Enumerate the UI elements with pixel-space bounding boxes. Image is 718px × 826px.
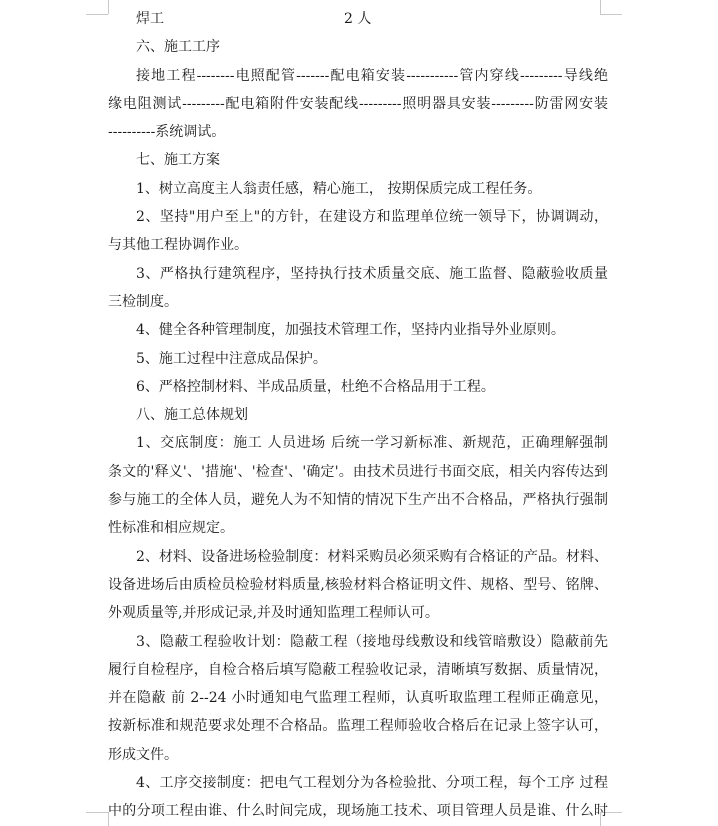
section7-item-2: 2、坚持"用户至上"的方针，在建设方和监理单位统一领导下，协调调动，: [136, 209, 608, 226]
crop-mark-bottom-left-h: [86, 812, 108, 813]
section7-item-2-cont: 与其他工程协调作业。: [108, 237, 248, 254]
section7-item-6: 6、严格控制材料、半成品质量，杜绝不合格品用于工程。: [136, 378, 495, 395]
section8-heading: 八、施工总体规划: [136, 407, 248, 424]
section8-item-2: 2、材料、设备进场检验制度：材料采购员必须采购有合格证的产品。材料、: [136, 548, 608, 565]
section7-item-3: 3、严格执行建筑程序，坚持执行技术质量交底、施工监督、隐蔽验收质量: [136, 265, 608, 282]
section8-item-1-cont: 条文的'释义'、'措施'、'检查'、'确定'。由技术员进行书面交底，相关内容传达到: [108, 463, 608, 480]
section7-heading: 七、施工方案: [136, 152, 220, 169]
section6-line: 缘电阻测试---------配电箱附件安装配线---------照明器具安装---------防雷网安装: [108, 95, 608, 112]
crop-mark-bottom-left: [86, 812, 109, 826]
section8-item-2-cont: 外观质量等,并形成记录,并及时通知监理工程师认可。: [108, 605, 439, 622]
staff-line: [108, 5, 608, 33]
section6-line: 接地工程--------电照配管-------配电箱安装-----------管内穿线---------导线绝: [136, 67, 608, 84]
crop-mark-top-left: [86, 0, 109, 14]
section8-item-3: 3、隐蔽工程验收计划：隐蔽工程（接地母线敷设和线管暗敷设）隐蔽前先: [136, 633, 608, 650]
crop-mark-top-left-h: [86, 14, 108, 15]
section8-item-2-cont: 设备进场后由质检员检验材料质量,核验材料合格证明文件、规格、型号、铭牌、: [108, 576, 608, 593]
document-body: [108, 5, 608, 826]
section8-item-4-cont: 中的分项工程由谁、什么时间完成，现场施工技术、项目管理人员是谁、什么时: [108, 803, 608, 820]
staff-count: 2 人: [344, 11, 372, 27]
section8-item-3-cont: 按新标准和规范要求处理不合格品。监理工程师验收合格后在记录上签字认可，: [108, 718, 608, 735]
section8-item-3-cont: 形成文件。: [108, 746, 178, 763]
section8-item-3-cont: 并在隐蔽 前 2--24 小时通知电气监理工程师，认真听取监理工程师正确意见，: [108, 690, 608, 707]
section8-item-1-cont: 性标准和相应规定。: [108, 520, 234, 537]
section7-item-3-cont: 三检制度。: [108, 293, 178, 310]
section8-item-4: 4、工序交接制度：把电气工程划分为各检验批、分项工程，每个工序 过程: [136, 775, 608, 792]
section8-item-3-cont: 履行自检程序，自检合格后填写隐蔽工程验收记录，清晰填写数据、质量情况，: [108, 661, 608, 678]
section7-item-1: 1、树立高度主人翁责任感，精心施工， 按期保质完成工程任务。: [136, 180, 542, 197]
section6-line: ----------系统调试。: [108, 124, 226, 141]
section6-heading: 六、施工工序: [136, 39, 220, 56]
section8-item-1-cont: 参与施工的全体人员，避免人为不知情的情况下生产出不合格品，严格执行强制: [108, 492, 608, 509]
section7-item-4: 4、健全各种管理制度，加强技术管理工作，坚持内业指导外业原则。: [136, 322, 565, 339]
staff-role: 焊工: [136, 11, 164, 27]
section8-item-1: 1、交底制度：施工 人员进场 后统一学习新标准、新规范，正确理解强制: [136, 435, 608, 452]
section7-item-5: 5、施工过程中注意成品保护。: [136, 350, 327, 367]
